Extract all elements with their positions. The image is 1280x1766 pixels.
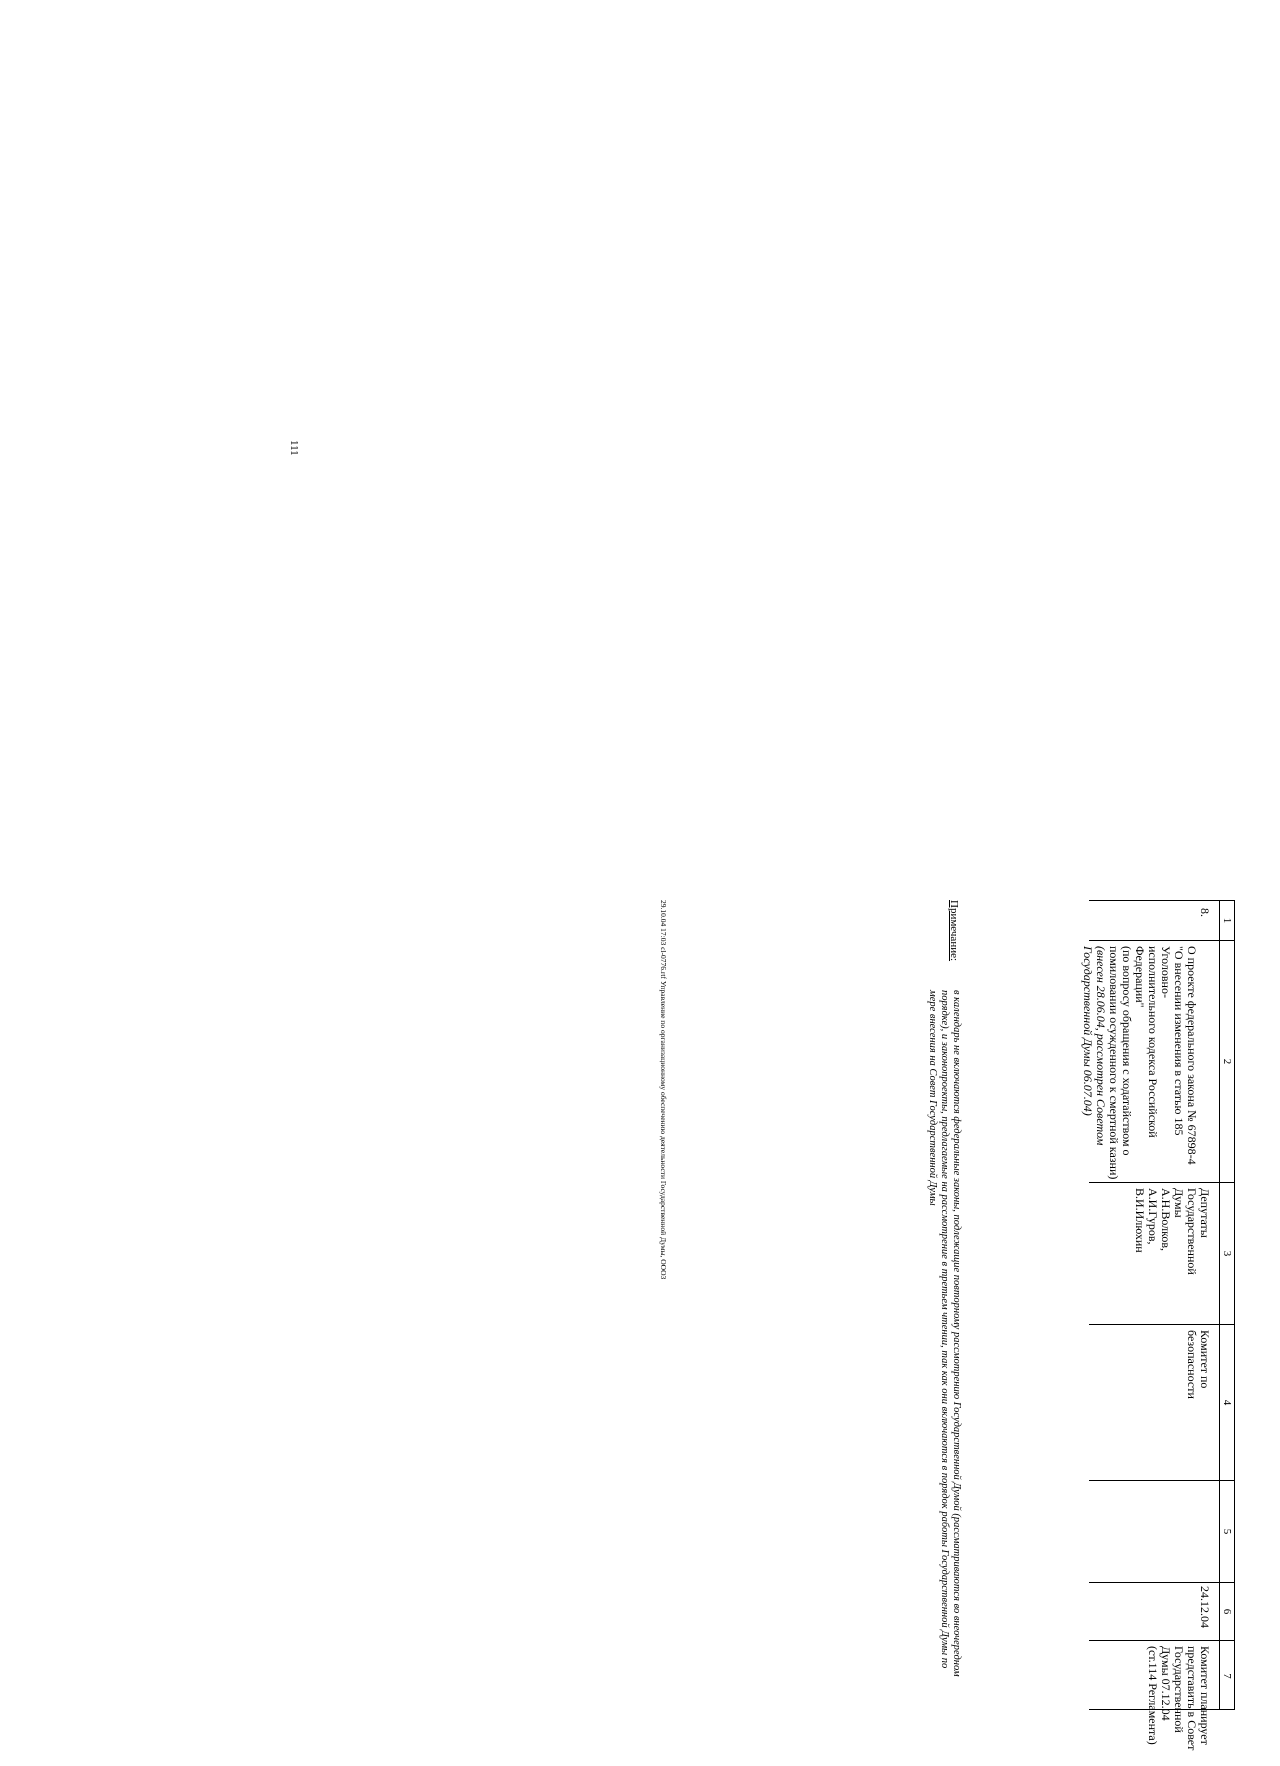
bill-title bbox=[1068, 946, 1211, 1182]
calendar-table bbox=[1081, 900, 1235, 1751]
responsible-committee: Комитет по безопасности bbox=[1185, 1330, 1212, 1399]
rotated-page bbox=[640, 860, 1280, 1751]
header-col-1: 1 bbox=[1218, 901, 1234, 941]
note-text: в календарь не включаются федеральные законы, подлежащие повторному рассмотрению Государственной Думой (рассматриваются во внеочередном порядке), и законопроекты, предлагаемые на рассмотрение в третьем чтении, так как они включаются в порядок работы Государственной Думы по мере внесения на Совет Государственной Думы bbox=[927, 990, 962, 1677]
header-col-5: 5 bbox=[1218, 1481, 1234, 1583]
col-divider bbox=[1089, 1182, 1219, 1183]
page-number: 111 bbox=[288, 440, 300, 456]
header-col-2: 2 bbox=[1218, 941, 1234, 1183]
col-divider bbox=[1089, 940, 1219, 941]
col-divider bbox=[1089, 1640, 1219, 1641]
note-label: Примечание: bbox=[948, 900, 960, 962]
col-divider bbox=[1089, 1582, 1219, 1583]
table-header-row bbox=[1219, 900, 1235, 1710]
row-number: 8. bbox=[1198, 908, 1212, 917]
bill-title-text: О проекте федерального закона № 67898-4 "О внесении изменения в статью 185 Уголовно- исполнительного кодекса Российской Федерации" (по вопросу обращения с ходатайством о помиловании осужденного к смертной казни) bbox=[1107, 946, 1199, 1180]
document-footer: 29.10.04 17:03 cl-0776.rtf Управление по организационному обеспечению деятельности Государственной Думы, ООО3 bbox=[659, 900, 668, 1280]
header-col-3: 3 bbox=[1218, 1183, 1234, 1325]
col-divider bbox=[1089, 1324, 1219, 1325]
header-col-7: 7 bbox=[1221, 1673, 1233, 1679]
header-col-4: 4 bbox=[1218, 1325, 1234, 1481]
col-divider bbox=[1089, 1480, 1219, 1481]
bill-authors: Депутаты Государственной Думы А.Н.Волков, А.И.Гуров, В.И.Илюхин bbox=[1133, 1188, 1212, 1275]
committee-plan: Комитет планирует представить в Совет Государственной Думы 07.12.04 (ст.114 Регламента) bbox=[1146, 1646, 1212, 1751]
date-cell: 24.12.04 bbox=[1198, 1586, 1212, 1628]
header-col-6: 6 bbox=[1218, 1583, 1234, 1641]
col-divider bbox=[1089, 900, 1219, 901]
bill-submission-note: (внесен 28.06.04, рассмотрен Советом Государственной Думы 06.07.04) bbox=[1081, 946, 1108, 1146]
